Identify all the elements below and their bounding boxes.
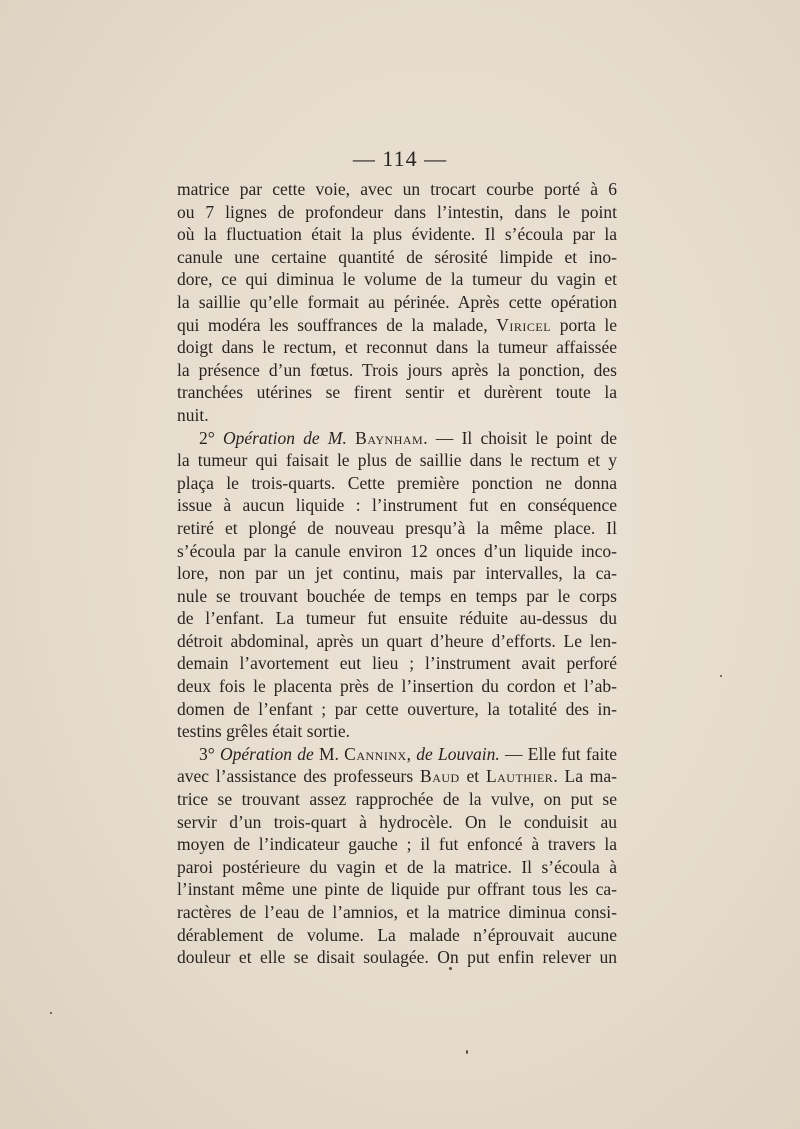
- text-line: [177, 449, 617, 472]
- text-line: [177, 223, 617, 246]
- text-line: [177, 765, 617, 788]
- text-segment: — Elle fut faite: [499, 743, 617, 764]
- text-segment: canule une certaine quantité de sérosité limpide et ino-: [177, 246, 617, 267]
- text-segment: demain l’avortement eut lieu ; l’instrument avait perforé: [177, 653, 617, 674]
- text-line: [177, 720, 617, 743]
- text-segment: deux fois le placenta près de l’insertion du cordon et l’ab-: [177, 676, 617, 697]
- text-segment: . — Il choisit le point de: [423, 427, 617, 448]
- text-segment: . La ma-: [553, 766, 617, 787]
- author-name: Baynham: [355, 427, 424, 448]
- author-name: Baud: [420, 766, 460, 787]
- text-line: [177, 268, 617, 291]
- text-line: [177, 359, 617, 382]
- text-line: [177, 291, 617, 314]
- text-segment: et: [459, 766, 486, 787]
- text-segment: de l’enfant. La tumeur fut ensuite réduite au-dessus du: [177, 608, 617, 629]
- text-line: [177, 562, 617, 585]
- page-number: — 114 —: [352, 146, 448, 171]
- text-segment: la saillie qu’elle formait au périnée. Après cette opération: [177, 291, 617, 312]
- text-line: [177, 901, 617, 924]
- italic-text: de Louvain.: [416, 743, 500, 764]
- text-segment: porta le: [551, 314, 617, 335]
- text-segment: s’écoula par la canule environ 12 onces d’un liquide inco-: [177, 540, 617, 561]
- text-line: [177, 856, 617, 879]
- text-line: [177, 585, 617, 608]
- text-line: [177, 698, 617, 721]
- text-line: [177, 178, 617, 201]
- text-line: [177, 924, 617, 947]
- text-line: [177, 630, 617, 653]
- author-name: Lauthier: [485, 766, 554, 787]
- text-segment: douleur et elle se disait soulagée. On put enfin relever un: [177, 947, 617, 968]
- text-segment: l’instant même une pinte de liquide pur offrant tous les ca-: [177, 879, 617, 900]
- text-line: [177, 743, 617, 766]
- text-line: [177, 517, 617, 540]
- author-name: Viricel: [496, 314, 552, 335]
- paper-speck: [50, 1012, 52, 1014]
- text-line: [177, 652, 617, 675]
- text-segment: ou 7 lignes de profondeur dans l’intestin, dans le point: [177, 201, 617, 222]
- text-line: [177, 246, 617, 269]
- paper-speck: [720, 675, 722, 677]
- text-line: [177, 811, 617, 834]
- text-line: [177, 540, 617, 563]
- text-line: [177, 201, 617, 224]
- text-line: [177, 946, 617, 969]
- text-segment: M.: [313, 743, 345, 764]
- text-segment: doigt dans le rectum, et reconnut dans la tumeur affaissée: [177, 337, 617, 358]
- text-segment: paroi postérieure du vagin et de la matrice. Il s’écoula à: [177, 856, 617, 877]
- text-segment: nule se trouvant bouchée de temps en temps par le corps: [177, 585, 617, 606]
- text-segment: dérablement de volume. La malade n’éprouvait aucune: [177, 924, 617, 945]
- text-segment: lore, non par un jet continu, mais par intervalles, la ca-: [177, 563, 617, 584]
- text-segment: qui modéra les souffrances de la malade,: [177, 314, 497, 335]
- text-segment: nuit.: [177, 404, 209, 425]
- text-segment: testins grêles était sortie.: [177, 721, 351, 742]
- text-segment: trice se trouvant assez rapprochée de la vulve, on put se: [177, 789, 617, 810]
- body-text: [177, 178, 617, 969]
- text-segment: 2°: [199, 427, 223, 448]
- text-line: [177, 381, 617, 404]
- text-line: [177, 404, 617, 427]
- paper-speck: [466, 1050, 468, 1054]
- italic-text: Opération de M.: [223, 427, 347, 448]
- italic-text: Opération de: [220, 743, 314, 764]
- text-line: [177, 494, 617, 517]
- text-segment: où la fluctuation était la plus évidente. Il s’écoula par la: [177, 224, 617, 245]
- text-line: [177, 314, 617, 337]
- text-segment: la présence d’un fœtus. Trois jours après la ponction, des: [177, 359, 617, 380]
- text-segment: matrice par cette voie, avec un trocart courbe porté à 6: [177, 179, 617, 199]
- text-line: [177, 788, 617, 811]
- text-segment: la tumeur qui faisait le plus de saillie dans le rectum et y: [177, 450, 617, 471]
- paper-speck: [449, 967, 452, 970]
- text-line: [177, 427, 617, 450]
- text-segment: retiré et plongé de nouveau presqu’à la même place. Il: [177, 517, 617, 538]
- text-line: [177, 472, 617, 495]
- text-segment: avec l’assistance des professeurs: [177, 766, 421, 787]
- author-name: Canninx: [344, 743, 407, 764]
- text-segment: tranchées utérines se firent sentir et durèrent toute la: [177, 382, 617, 403]
- text-segment: 3°: [199, 743, 220, 764]
- text-line: [177, 607, 617, 630]
- text-line: [177, 878, 617, 901]
- text-segment: ,: [406, 743, 417, 764]
- text-segment: moyen de l’indicateur gauche ; il fut enfoncé à travers la: [177, 834, 617, 855]
- text-line: [177, 833, 617, 856]
- text-segment: domen de l’enfant ; par cette ouverture, la totalité des in-: [177, 698, 617, 719]
- text-segment: dore, ce qui diminua le volume de la tumeur du vagin et: [177, 269, 617, 290]
- text-segment: plaça le trois-quarts. Cette première ponction ne donna: [177, 472, 617, 493]
- text-segment: servir d’un trois-quart à hydrocèle. On le conduisit au: [177, 811, 617, 832]
- text-segment: [347, 428, 355, 448]
- text-segment: issue à aucun liquide : l’instrument fut en conséquence: [177, 495, 617, 516]
- text-line: [177, 336, 617, 359]
- text-segment: ractères de l’eau de l’amnios, et la matrice diminua consi-: [177, 902, 617, 922]
- text-segment: détroit abdominal, après un quart d’heure d’efforts. Le len-: [177, 630, 617, 651]
- text-line: [177, 675, 617, 698]
